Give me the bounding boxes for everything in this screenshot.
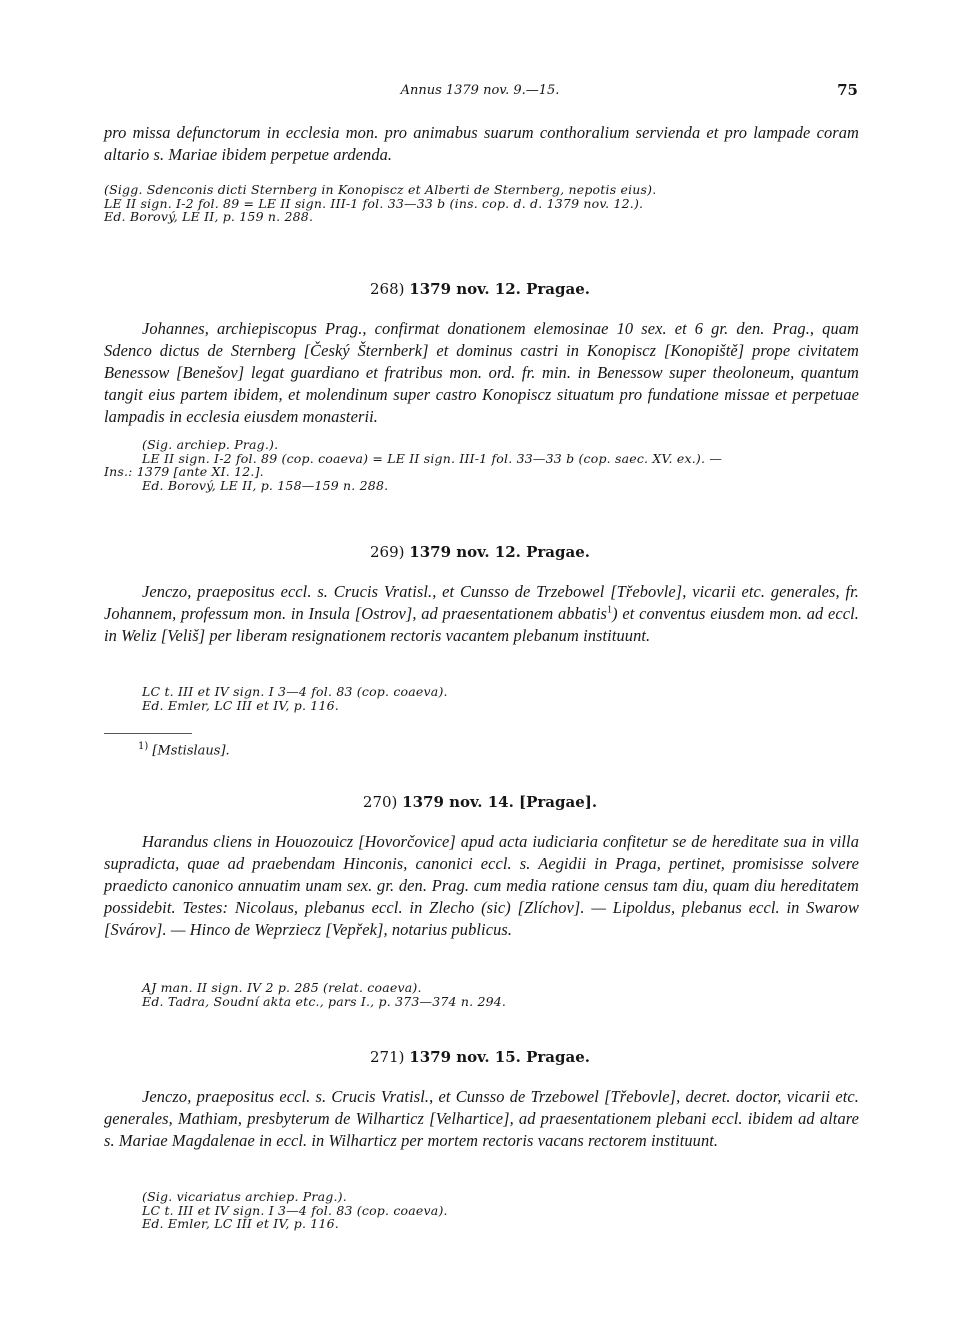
- entry-heading-270: [0, 793, 960, 811]
- entry-heading-269: [0, 543, 960, 561]
- entry-date: 1379 nov. 15. Pragae.: [409, 1048, 590, 1066]
- entry-body: Johannes, archiepiscopus Prag., confirmat donationem elemosinae 10 sex. et 6 gr. den. Prag., quam Sdenco dictus de Sternberg [Český Šternberk] et dominus castri in Konopiscz [Konopiště] prope civitatem Benessow [Benešov] legat guardiano et fratribus mon. ord. fr. min. in Benessow super theoloneum, quantum tangit eius partem ibidem, et molendinum super castro Konopiscz situatum pro fundatione missae et perpetuae lampadis in ecclesia eiusdem monasterii.: [104, 319, 859, 426]
- continuation-notes: [104, 183, 859, 224]
- entry-body: Harandus cliens in Houozouicz [Hovorčovice] apud acta iudiciaria confitetur se de hereditate sua in villa supradicta, quae ad praebendam Hinconis, canonici eccl. s. Aegidii in Praga, pertinet, promisisse solvere praedicto canonico annuatim unam sex. gr. den. Prag. cum media ratione census tam diu, quam diu hereditatem possidebit. Testes: Nicolaus, plebanus eccl. in Zlecho (sic) [Zlíchov]. — Lipoldus, plebanus eccl. in Swarow [Svárov]. — Hinco de Weprziecz [Vepřek], notarius publicus.: [104, 832, 859, 939]
- entry-body: Jenczo, praepositus eccl. s. Crucis Vratisl., et Cunsso de Trzebowel [Třebovle], decret. doctor, vicarii etc. generales, Mathiam, presbyterum de Wilharticz [Velhartice], ad praesentationem plebani eccl. ibidem ad altare s. Mariae Magdalenae in eccl. in Wilharticz per mortem rectoris vacans rectorem instituunt.: [104, 1087, 859, 1150]
- entry-body: Jenczo, praepositus eccl. s. Crucis Vratisl., et Cunsso de Trzebowel [Třebovle], vicarii etc. generales, fr. Johannem, professum mon. in Insula [Ostrov], ad praesentationem abbatis: [104, 582, 859, 623]
- entry-date: 1379 nov. 12. Pragae.: [409, 543, 590, 561]
- footnote-text: [Mstislaus].: [152, 743, 230, 759]
- footnote-reference[interactable]: 1: [606, 604, 613, 616]
- entry-notes-271: [104, 1190, 859, 1231]
- note-line: Ed. Borový, LE II, p. 159 n. 288.: [104, 209, 314, 224]
- note-line: AJ man. II sign. IV 2 p. 285 (relat. coaeva).: [142, 980, 422, 995]
- entry-notes-270: [104, 981, 859, 1008]
- page-number: 75: [837, 81, 858, 99]
- entry-text-269: [104, 581, 859, 647]
- note-line: LE II sign. I-2 fol. 89 = LE II sign. III-1 fol. 33—33 b (ins. cop. d. d. 1379 nov. 12.).: [104, 195, 644, 211]
- note-line: LC t. III et IV sign. I 3—4 fol. 83 (cop. coaeva).: [142, 684, 448, 699]
- footnote-divider: [104, 733, 192, 734]
- entry-number: 270): [362, 793, 398, 811]
- note-line: Ed. Emler, LC III et IV, p. 116.: [142, 697, 339, 713]
- entry-notes-268: [104, 438, 859, 492]
- note-line: (Sigg. Sdenconis dicti Sternberg in Konopiscz et Alberti de Sternberg, nepotis eius).: [104, 182, 657, 197]
- entry-heading-271: [0, 1048, 960, 1066]
- note-line: Ed. Borový, LE II, p. 158—159 n. 288.: [142, 477, 389, 493]
- footnote-mark: 1): [138, 741, 149, 752]
- running-title: Annus 1379 nov. 9.—15.: [400, 83, 560, 98]
- entry-number: 269): [370, 543, 405, 561]
- note-line: (Sig. archiep. Prag.).: [142, 437, 279, 452]
- note-line: LE II sign. I-2 fol. 89 (cop. coaeva) = LE II sign. III-1 fol. 33—33 b (cop. saec. XV. ex.). —: [142, 450, 723, 466]
- note-line: Ins.: 1379 [ante XI. 12.].: [104, 464, 264, 479]
- entry-notes-269: [104, 685, 859, 712]
- entry-date: 1379 nov. 14. [Pragae].: [402, 793, 598, 811]
- note-line: Ed. Emler, LC III et IV, p. 116.: [142, 1216, 339, 1231]
- entry-heading-268: [0, 280, 960, 298]
- entry-number: 271): [370, 1048, 405, 1066]
- entry-body-continued: ) et conventus eiusdem mon. ad eccl. in Weliz [Veliš] per liberam resignationem rectoris vacantem plebanum instituunt.: [104, 604, 859, 645]
- note-line: LC t. III et IV sign. I 3—4 fol. 83 (cop. coaeva).: [142, 1202, 448, 1218]
- continuation-text: pro missa defunctorum in ecclesia mon. pro animabus suarum conthoralium servienda et pro lampade coram altario s. Mariae ibidem perpetue ardenda.: [104, 123, 859, 164]
- entry-text-268: [104, 318, 859, 428]
- entry-text-270: [104, 831, 859, 941]
- entry-date: 1379 nov. 12. Pragae.: [409, 280, 590, 298]
- note-line: Ed. Tadra, Soudní akta etc., pars I., p. 373—374 n. 294.: [142, 993, 507, 1009]
- entry-number: 268): [370, 280, 405, 298]
- entry-text-271: [104, 1086, 859, 1152]
- footnote: [138, 741, 230, 758]
- note-line: (Sig. vicariatus archiep. Prag.).: [142, 1189, 347, 1204]
